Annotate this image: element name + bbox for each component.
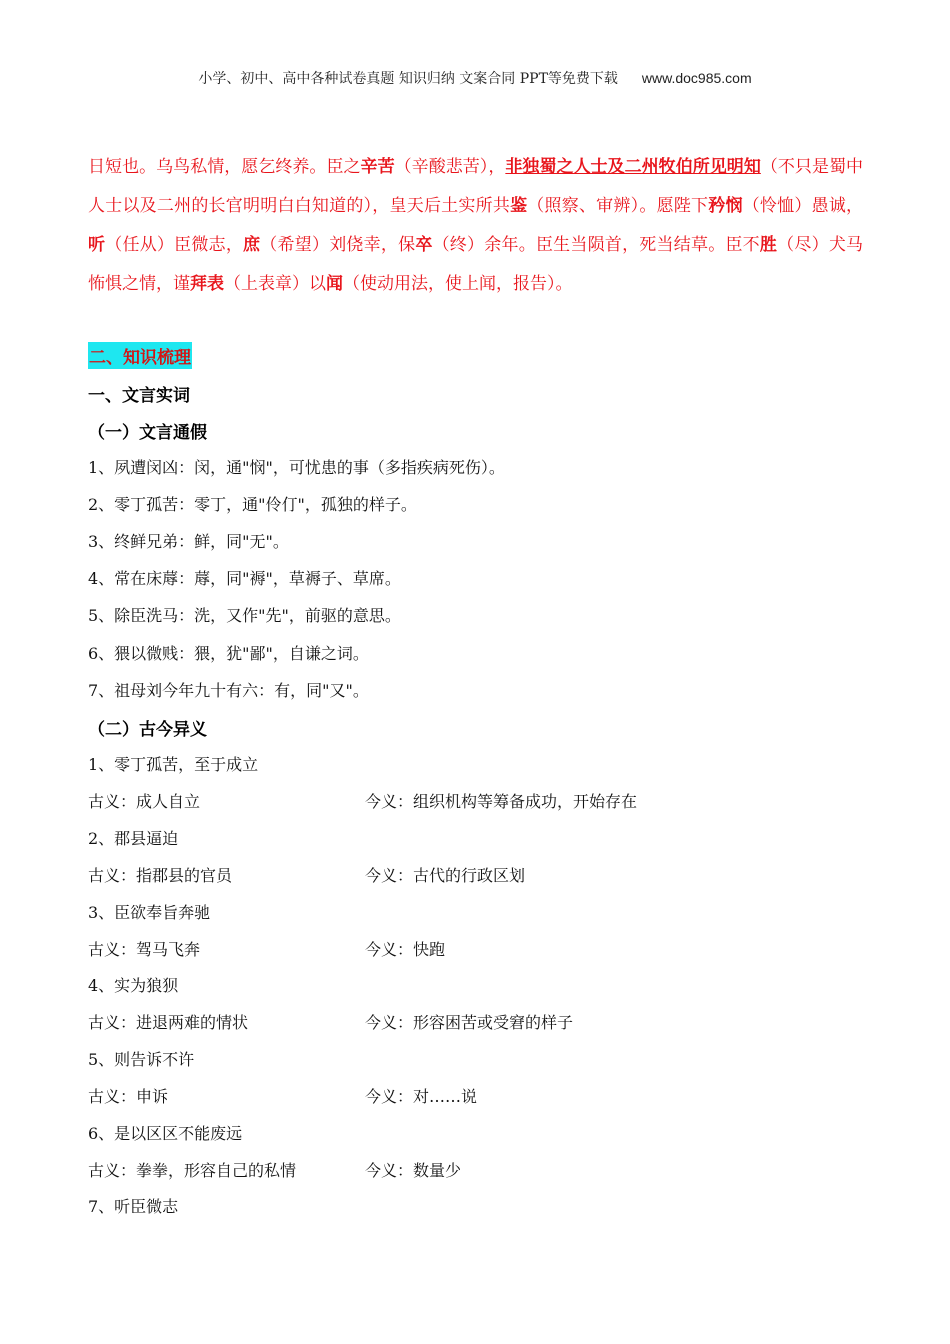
passage-text: （希望）刘侥幸，保 [260,235,416,255]
passage-text: （不只是蜀中人士以及二州的长官明明白白知道的），皇天后土实所共 [88,157,864,216]
gu-meaning: 古义：拳拳，形容自己的私情 [88,1161,297,1180]
tongjia-item: 4、常在床蓐：蓐，同"褥"，草褥子、草席。 [88,569,401,588]
key-word: 庶 [243,235,261,255]
key-word: 闻 [326,274,343,294]
key-word: 拜表 [190,274,224,294]
jin-meaning: 今义：形容困苦或受窘的样子 [365,1013,574,1032]
heading-gujin-yiyi: （二）古今异义 [88,720,207,740]
gujin-item-title: 6、是以区区不能废远 [88,1124,243,1143]
section-title: 二、知识梳理 [88,342,192,369]
jin-meaning: 今义：数量少 [365,1161,462,1180]
passage-text: 日短也。乌鸟私情，愿乞终养。臣之 [88,157,361,177]
heading-tongjia: （一）文言通假 [88,423,207,443]
gujin-item-title: 3、臣欲奉旨奔驰 [88,903,211,922]
key-word: 鉴 [510,196,528,216]
tongjia-item: 7、祖母刘今年九十有六：有，同"又"。 [88,681,369,700]
passage-text: （终）余年。臣生当陨首，死当结草。臣不 [432,235,760,255]
page-header [0,68,950,88]
gujin-item-title: 1、零丁孤苦，至于成立 [88,755,259,774]
gu-meaning: 古义：驾马飞奔 [88,940,201,959]
gu-meaning: 古义：指郡县的官员 [88,866,233,885]
jin-meaning: 今义：古代的行政区划 [365,866,526,885]
gu-meaning: 古义：申诉 [88,1087,169,1106]
gujin-item-title: 2、郡县逼迫 [88,829,179,848]
jin-meaning: 今义：组织机构等筹备成功，开始存在 [365,792,638,811]
tongjia-item: 5、除臣洗马：洗，又作"先"，前驱的意思。 [88,606,401,625]
header-site-link[interactable]: www.doc985.com [641,70,752,86]
key-word: 听 [88,235,106,255]
key-word: 卒 [415,235,433,255]
gujin-item-title: 4、实为狼狈 [88,976,179,995]
passage-text: （怜恤）愚诚， [742,196,864,216]
jin-meaning: 今义：快跑 [365,940,446,959]
passage-text: （使动用法，使上闻，报告）。 [343,274,573,294]
gujin-item-title: 5、则告诉不许 [88,1050,195,1069]
key-word: 矜悯 [708,196,743,216]
key-word: 辛苦 [360,157,395,177]
header-text: 小学、初中、高中各种试卷真题 知识归纳 文案合同 PPT等免费下载 [198,71,618,87]
passage-text: （辛酸悲苦）， [394,157,506,177]
gu-meaning: 古义：进退两难的情状 [88,1013,249,1032]
key-phrase-underlined: 非独蜀之人士及二州牧伯所见明知 [505,157,761,177]
tongjia-item: 1、夙遭闵凶：闵，通"悯"，可忧患的事（多指疾病死伤）。 [88,458,505,477]
tongjia-item: 3、终鲜兄弟：鲜，同"无"。 [88,532,289,551]
gu-meaning: 古义：成人自立 [88,792,201,811]
passage-text: （照察、审辨）。愿陛下 [527,196,709,216]
gujin-item-title: 7、听臣微志 [88,1197,179,1216]
jin-meaning: 今义：对……说 [365,1087,478,1106]
passage-text: （尽）犬马怖惧之情，谨 [88,235,864,294]
tongjia-item: 6、猥以微贱：猥，犹"鄙"，自谦之词。 [88,644,369,663]
passage-paragraph [88,148,863,304]
passage-text: （任从）臣微志， [105,235,244,255]
tongjia-item: 2、零丁孤苦：零丁，通"伶仃"，孤独的样子。 [88,495,417,514]
heading-wenyan-shici: 一、文言实词 [88,386,190,406]
passage-text: （上表章）以 [224,274,326,294]
key-word: 胜 [759,235,778,255]
